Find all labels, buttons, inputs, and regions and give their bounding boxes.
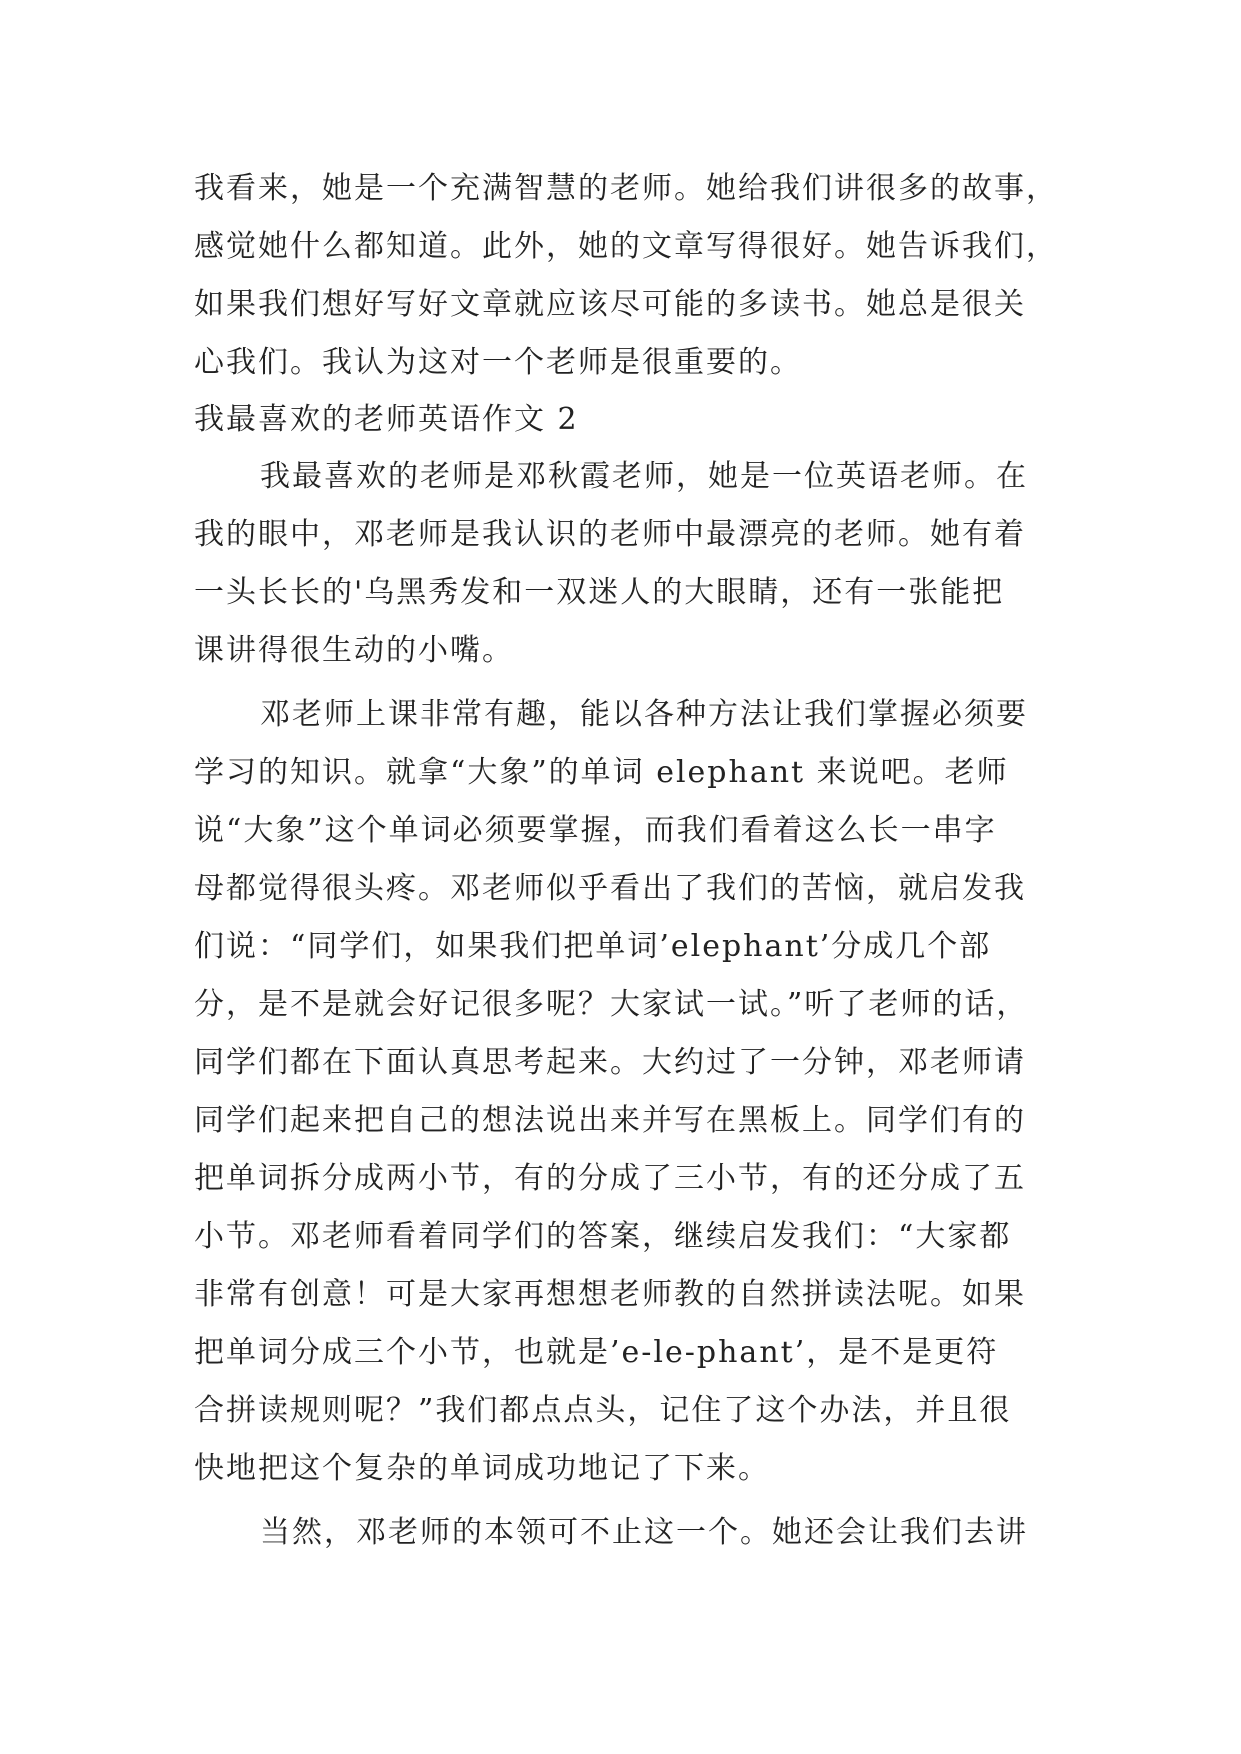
- text-line: 我的眼中，邓老师是我认识的老师中最漂亮的老师。她有着: [194, 517, 1026, 552]
- text-line: 快地把这个复杂的单词成功地记了下来。: [194, 1451, 770, 1486]
- text-line: 当然，邓老师的本领可不止这一个。她还会让我们去讲: [260, 1515, 1028, 1550]
- paragraph-3: [194, 686, 1064, 1498]
- text-line: 课讲得很生动的小嘴。: [194, 633, 514, 668]
- text-line: 学习的知识。就拿“大象”的单词 elephant 来说吧。老师: [194, 755, 1009, 790]
- text-line: 感觉她什么都知道。此外，她的文章写得很好。她告诉我们，: [194, 229, 1058, 264]
- text-line: 说“大象”这个单词必须要掌握，而我们看着这么长一串字: [194, 813, 997, 848]
- text-line: 合拼读规则呢？”我们都点点头，记住了这个办法，并且很: [194, 1393, 1012, 1428]
- text-line: 小节。邓老师看着同学们的答案，继续启发我们：“大家都: [194, 1219, 1012, 1254]
- text-line: 我最喜欢的老师是邓秋霞老师，她是一位英语老师。在: [260, 459, 1028, 494]
- document-body: [194, 160, 1064, 1562]
- text-line: 把单词拆分成两小节，有的分成了三小节，有的还分成了五: [194, 1161, 1026, 1196]
- text-line: 我看来，她是一个充满智慧的老师。她给我们讲很多的故事，: [194, 171, 1058, 206]
- text-line: 把单词分成三个小节，也就是’e-le-phant’，是不是更符: [194, 1335, 999, 1370]
- section-heading: 我最喜欢的老师英语作文 2: [194, 402, 579, 437]
- text-line: 邓老师上课非常有趣，能以各种方法让我们掌握必须要: [260, 697, 1028, 732]
- paragraph-1: [194, 160, 1064, 392]
- text-line: 同学们都在下面认真思考起来。大约过了一分钟，邓老师请: [194, 1045, 1026, 1080]
- text-line: 分，是不是就会好记很多呢？大家试一试。”听了老师的话，: [194, 987, 1029, 1022]
- text-line: 心我们。我认为这对一个老师是很重要的。: [194, 345, 802, 380]
- paragraph-2: [194, 448, 1064, 680]
- text-line: 母都觉得很头疼。邓老师似乎看出了我们的苦恼，就启发我: [194, 871, 1026, 906]
- text-line: 一头长长的'乌黑秀发和一双迷人的大眼睛，还有一张能把: [194, 575, 1005, 610]
- text-line: 如果我们想好写好文章就应该尽可能的多读书。她总是很关: [194, 287, 1026, 322]
- text-line: 非常有创意！可是大家再想想老师教的自然拼读法呢。如果: [194, 1277, 1026, 1312]
- paragraph-4: [194, 1504, 1064, 1562]
- text-line: 同学们起来把自己的想法说出来并写在黑板上。同学们有的: [194, 1103, 1026, 1138]
- text-line: 们说：“同学们，如果我们把单词’elephant’分成几个部: [194, 929, 992, 964]
